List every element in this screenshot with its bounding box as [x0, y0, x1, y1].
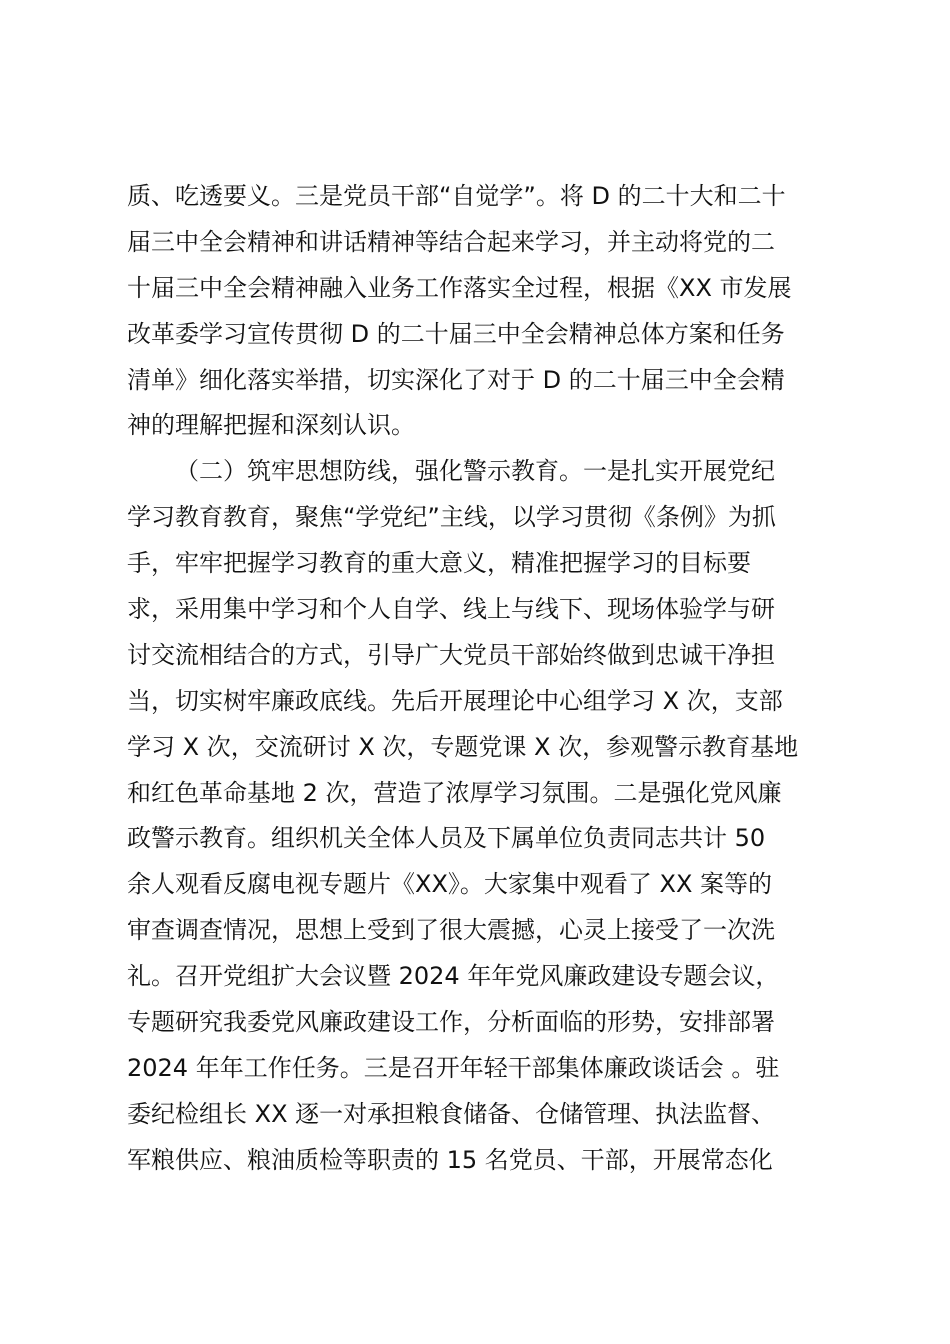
body-text [127, 174, 832, 1184]
text-line: 2024 年年工作任务。三是召开年轻干部集体廉政谈话会 。驻 [127, 1053, 780, 1082]
text-line: 改革委学习宣传贯彻 D 的二十届三中全会精神总体方案和任务 [127, 319, 785, 348]
text-line: 手，牢牢把握学习教育的重大意义，精准把握学习的目标要 [127, 549, 751, 578]
text-line: 神的理解把握和深刻认识。 [127, 411, 415, 440]
text-line: 和红色革命基地 2 次，营造了浓厚学习氛围。二是强化党风廉 [127, 778, 782, 807]
text-line: 专题研究我委党风廉政建设工作，分析面临的形势，安排部署 [127, 1008, 775, 1037]
section-heading-line: （二）筑牢思想防线，强化警示教育。一是扎实开展党纪 [175, 457, 775, 486]
text-line: 余人观看反腐电视专题片《XX》。大家集中观看了 XX 案等的 [127, 870, 773, 899]
text-line: 委纪检组长 XX 逐一对承担粮食储备、仓储管理、执法监督、 [127, 1099, 776, 1128]
text-line: 讨交流相结合的方式，引导广大党员干部始终做到忠诚干净担 [127, 640, 775, 669]
text-line: 学习 X 次，交流研讨 X 次，专题党课 X 次，参观警示教育基地 [127, 732, 799, 761]
text-line: 质、吃透要义。三是党员干部“自觉学”。将 D 的二十大和二十 [127, 182, 786, 210]
text-line: 学习教育教育，聚焦“学党纪”主线，以学习贯彻《条例》为抓 [127, 503, 776, 532]
text-line: 届三中全会精神和讲话精神等结合起来学习，并主动将党的二 [127, 227, 775, 256]
text-line: 清单》细化落实举措，切实深化了对于 D 的二十届三中全会精 [127, 365, 785, 394]
text-line: 军粮供应、粮油质检等职责的 15 名党员、干部，开展常态化 [127, 1145, 773, 1174]
text-line: 求，采用集中学习和个人自学、线上与线下、现场体验学与研 [127, 595, 775, 624]
text-line: 当，切实树牢廉政底线。先后开展理论中心组学习 X 次，支部 [127, 686, 783, 715]
text-line: 礼。召开党组扩大会议暨 2024 年年党风廉政建设专题会议， [127, 962, 780, 991]
text-line: 审查调查情况，思想上受到了很大震撼，心灵上接受了一次洗 [127, 916, 775, 945]
text-line: 十届三中全会精神融入业务工作落实全过程，根据《XX 市发展 [127, 273, 792, 302]
text-line: 政警示教育。组织机关全体人员及下属单位负责同志共计 50 [127, 824, 766, 853]
